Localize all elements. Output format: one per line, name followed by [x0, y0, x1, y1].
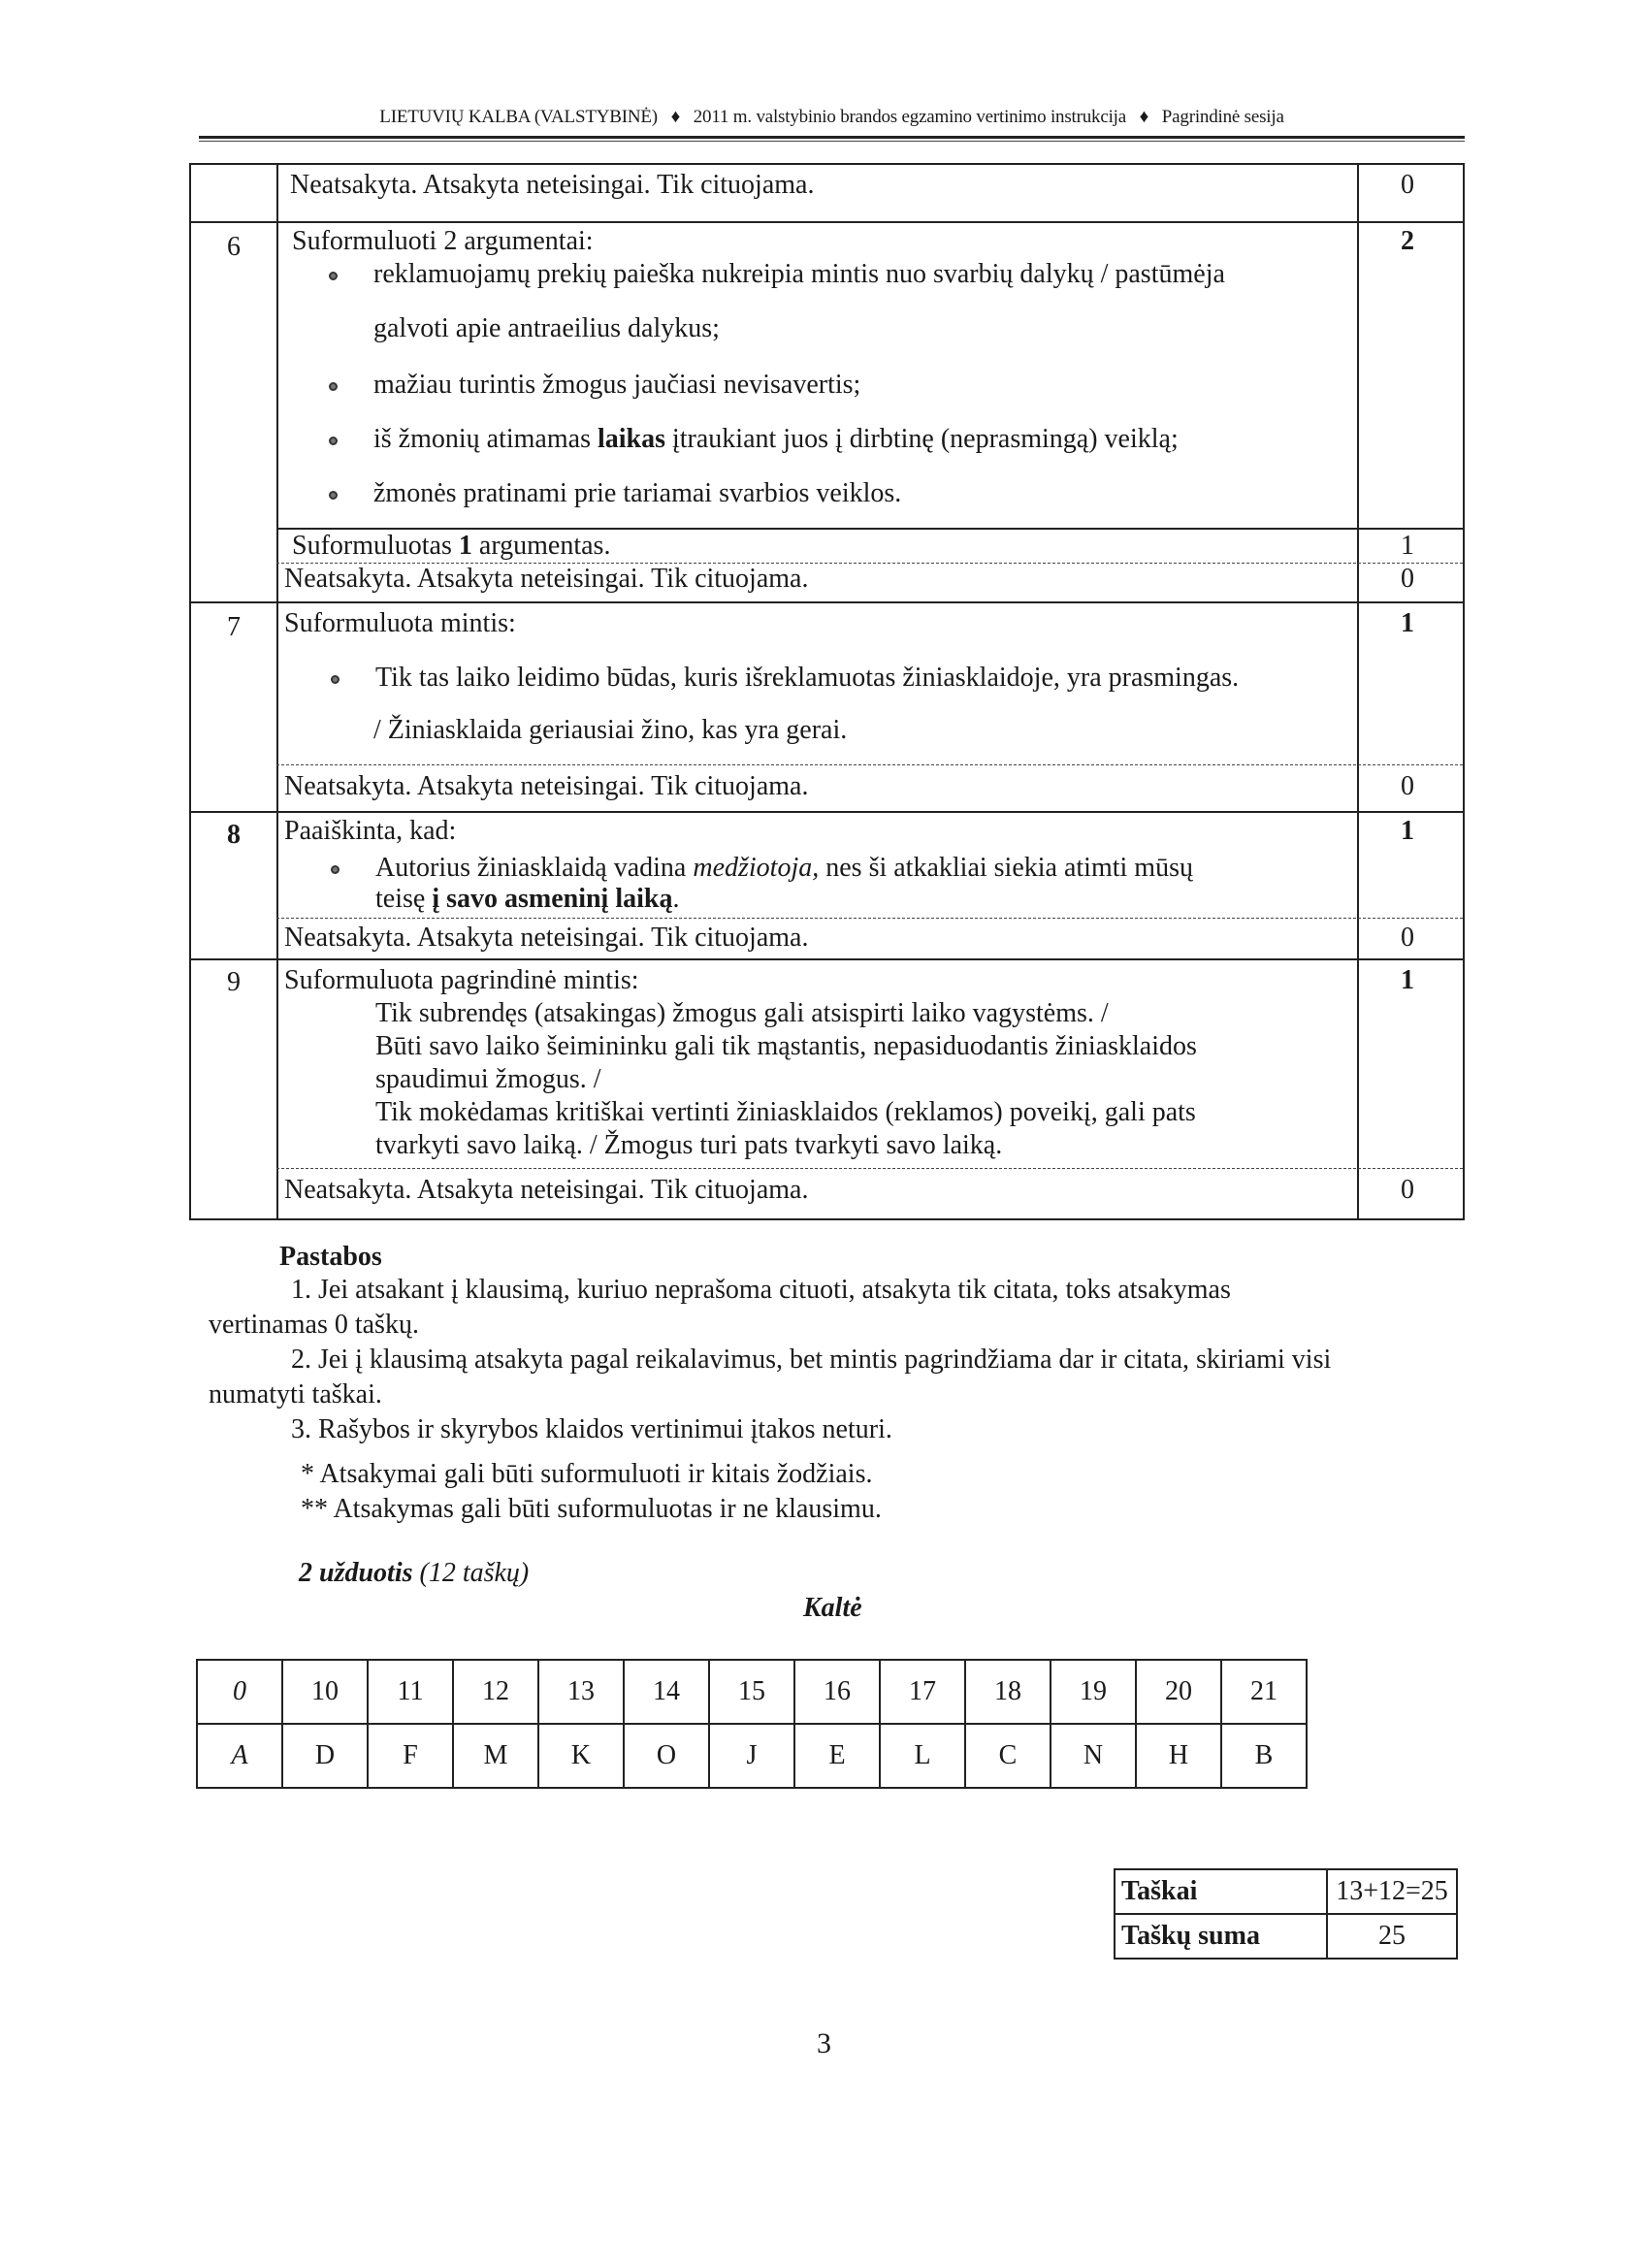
grading-table	[189, 163, 1465, 1220]
notes-title: Pastabos	[279, 1242, 382, 1272]
answer-key-number: 15	[709, 1660, 794, 1724]
page-header	[199, 107, 1465, 128]
answer-key-letter: N	[1051, 1724, 1136, 1788]
q8-bullet-1-pre: Autorius žiniasklaidą vadina	[375, 853, 694, 883]
answer-key-number: 12	[453, 1660, 538, 1724]
q6-alt-1-points: 1	[1401, 531, 1414, 561]
row0-text: Neatsakyta. Atsakyta neteisingai. Tik cituojama.	[290, 170, 815, 200]
row-divider-dashed	[276, 918, 1463, 919]
row-divider	[191, 601, 1463, 603]
answer-key-number: 13	[538, 1660, 624, 1724]
q8-line-2-pre: teisę	[375, 884, 433, 914]
score-label: Taškai	[1115, 1869, 1327, 1914]
q8-none: Neatsakyta. Atsakyta neteisingai. Tik cituojama.	[284, 923, 809, 953]
question-9-number: 9	[227, 967, 241, 997]
question-8-title: Paaiškinta, kad:	[284, 816, 457, 846]
question-6-points: 2	[1401, 226, 1414, 256]
note-3: 3. Rašybos ir skyrybos klaidos vertinimui įtakos neturi.	[291, 1414, 892, 1444]
row0-points: 0	[1401, 170, 1414, 200]
bullet-icon	[329, 382, 338, 391]
answer-key-number: 16	[794, 1660, 880, 1724]
q6-bullet-3-post: įtraukiant juos į dirbtinę (neprasmingą) veiklą;	[665, 424, 1179, 454]
q6-bullet-3-bold: laikas	[597, 424, 665, 454]
q9-line-5: tvarkyti savo laiką. / Žmogus turi pats tvarkyti savo laiką.	[375, 1130, 1003, 1160]
answer-key-number: 0	[197, 1660, 282, 1724]
q6-bullet-1-line-2: galvoti apie antraeilius dalykus;	[373, 313, 720, 343]
answer-key-letter: C	[965, 1724, 1051, 1788]
answer-key-letter: A	[197, 1724, 282, 1788]
question-8-points: 1	[1401, 816, 1414, 846]
note-1-line-1: 1. Jei atsakant į klausimą, kuriuo neprašoma cituoti, atsakyta tik citata, toks atsakymas	[291, 1275, 1231, 1305]
answer-key-letter: B	[1221, 1724, 1307, 1788]
q6-bullet-3-pre: iš žmonių atimamas	[373, 424, 598, 454]
question-7-points: 1	[1401, 608, 1414, 638]
answer-key-letter: E	[794, 1724, 880, 1788]
question-6-number: 6	[227, 232, 241, 262]
col-divider-number	[276, 165, 278, 1220]
note-1-line-2: vertinamas 0 taškų.	[209, 1310, 419, 1340]
q6-none: Neatsakyta. Atsakyta neteisingai. Tik cituojama.	[284, 564, 809, 594]
q8-none-points: 0	[1401, 923, 1414, 953]
q6-alt-1-bold: 1	[458, 531, 472, 561]
score-total-row	[1115, 1914, 1457, 1959]
question-7-title: Suformuluota mintis:	[284, 608, 516, 638]
score-table	[1114, 1868, 1458, 1960]
score-total-value: 25	[1327, 1914, 1457, 1959]
q6-bullet-3	[373, 423, 1179, 456]
answer-key-number: 14	[624, 1660, 709, 1724]
answer-key-letter: H	[1136, 1724, 1221, 1788]
answer-key-number: 21	[1221, 1660, 1307, 1724]
answer-key-letter: J	[709, 1724, 794, 1788]
answer-key-number: 20	[1136, 1660, 1221, 1724]
q6-bullet-1-line-1: reklamuojamų prekių paieška nukreipia mintis nuo svarbių dalykų / pastūmėja	[373, 259, 1225, 289]
row-divider	[191, 221, 1463, 223]
answer-key-letter: D	[282, 1724, 368, 1788]
header-document: 2011 m. valstybinio brandos egzamino vertinimo instrukcija	[693, 107, 1126, 127]
row-divider	[191, 958, 1463, 960]
page-number: 3	[817, 2027, 831, 2059]
col-divider-points	[1357, 165, 1359, 1220]
header-rule-thin	[199, 141, 1465, 142]
q9-line-2: Būti savo laiko šeimininku gali tik mąstantis, nepasiduodantis žiniasklaidos	[375, 1031, 1197, 1061]
q9-line-3: spaudimui žmogus. /	[375, 1064, 601, 1094]
q9-line-4: Tik mokėdamas kritiškai vertinti žiniasklaidos (reklamos) poveikį, gali pats	[375, 1097, 1196, 1127]
header-separator-2: ♦	[1139, 107, 1149, 127]
row-divider	[191, 811, 1463, 813]
q6-none-points: 0	[1401, 564, 1414, 594]
score-row	[1115, 1869, 1457, 1914]
task-2-subtitle: Kaltė	[803, 1593, 862, 1623]
task-2-title-bold: 2 užduotis	[299, 1558, 413, 1588]
q6-bullet-4: žmonės pratinami prie tariamai svarbios veiklos.	[373, 478, 902, 508]
answer-key-letter: L	[880, 1724, 965, 1788]
q7-bullet-1-line-2: / Žiniasklaida geriausiai žino, kas yra gerai.	[373, 715, 848, 745]
question-9-title: Suformuluota pagrindinė mintis:	[284, 965, 639, 995]
q9-none-points: 0	[1401, 1175, 1414, 1205]
answer-key-letters-row	[197, 1724, 1307, 1788]
note-2-line-1: 2. Jei į klausimą atsakyta pagal reikalavimus, bet mintis pagrindžiama dar ir citata, skiriami visi	[291, 1345, 1332, 1375]
header-rule	[199, 136, 1465, 139]
answer-key-numbers-row	[197, 1660, 1307, 1724]
header-separator-1: ♦	[670, 107, 681, 127]
note-star-1: * Atsakymai gali būti suformuluoti ir kitais žodžiais.	[301, 1459, 873, 1489]
score-value: 13+12=25	[1327, 1869, 1457, 1914]
question-9-points: 1	[1401, 965, 1414, 995]
bullet-icon	[331, 675, 340, 684]
row-divider-dashed	[276, 1168, 1463, 1169]
bullet-icon	[331, 865, 340, 874]
q8-line-2-post: .	[672, 884, 680, 914]
answer-key-number: 10	[282, 1660, 368, 1724]
answer-key-table	[196, 1659, 1308, 1789]
bullet-icon	[329, 437, 338, 445]
q8-bullet-1-italic: medžiotoja,	[693, 853, 820, 883]
row-divider-dashed	[276, 764, 1463, 765]
answer-key-letter: F	[368, 1724, 453, 1788]
q7-bullet-1: Tik tas laiko leidimo būdas, kuris išreklamuotas žiniasklaidoje, yra prasmingas.	[375, 663, 1240, 693]
q6-alt-1-pre: Suformuluotas	[292, 531, 459, 561]
answer-key-number: 11	[368, 1660, 453, 1724]
note-2-line-2: numatyti taškai.	[209, 1379, 382, 1409]
q9-line-1: Tik subrendęs (atsakingas) žmogus gali atsispirti laiko vagystėms. /	[375, 998, 1109, 1028]
task-2-title-rest: (12 taškų)	[412, 1558, 530, 1588]
answer-key-number: 19	[1051, 1660, 1136, 1724]
q6-alt-1-post: argumentas.	[471, 531, 611, 561]
answer-key-letter: O	[624, 1724, 709, 1788]
q8-line-2-bold: į savo asmeninį laiką	[432, 884, 673, 914]
answer-key-letter: M	[453, 1724, 538, 1788]
bullet-icon	[329, 491, 338, 500]
question-7-number: 7	[227, 612, 241, 642]
q6-alt-1	[292, 530, 610, 563]
answer-key-letter: K	[538, 1724, 624, 1788]
header-subject: LIETUVIŲ KALBA (VALSTYBINĖ)	[379, 107, 658, 127]
answer-key-number: 17	[880, 1660, 965, 1724]
question-6-title: Suformuluoti 2 argumentai:	[292, 226, 594, 256]
q8-bullet-1-line-2	[375, 883, 679, 916]
task-2-title	[299, 1558, 529, 1589]
q6-bullet-2: mažiau turintis žmogus jaučiasi nevisavertis;	[373, 370, 861, 400]
question-8-number: 8	[227, 820, 241, 850]
q7-none-points: 0	[1401, 771, 1414, 801]
note-star-2: ** Atsakymas gali būti suformuluotas ir ne klausimu.	[301, 1494, 882, 1524]
q7-none: Neatsakyta. Atsakyta neteisingai. Tik cituojama.	[284, 771, 809, 801]
header-session: Pagrindinė sesija	[1161, 107, 1284, 127]
q8-bullet-1	[375, 852, 1193, 885]
score-total-label: Taškų suma	[1115, 1914, 1327, 1959]
answer-key-number: 18	[965, 1660, 1051, 1724]
q9-none: Neatsakyta. Atsakyta neteisingai. Tik cituojama.	[284, 1175, 809, 1205]
bullet-icon	[329, 272, 338, 280]
q8-bullet-1-post: nes ši atkakliai siekia atimti mūsų	[819, 853, 1193, 883]
